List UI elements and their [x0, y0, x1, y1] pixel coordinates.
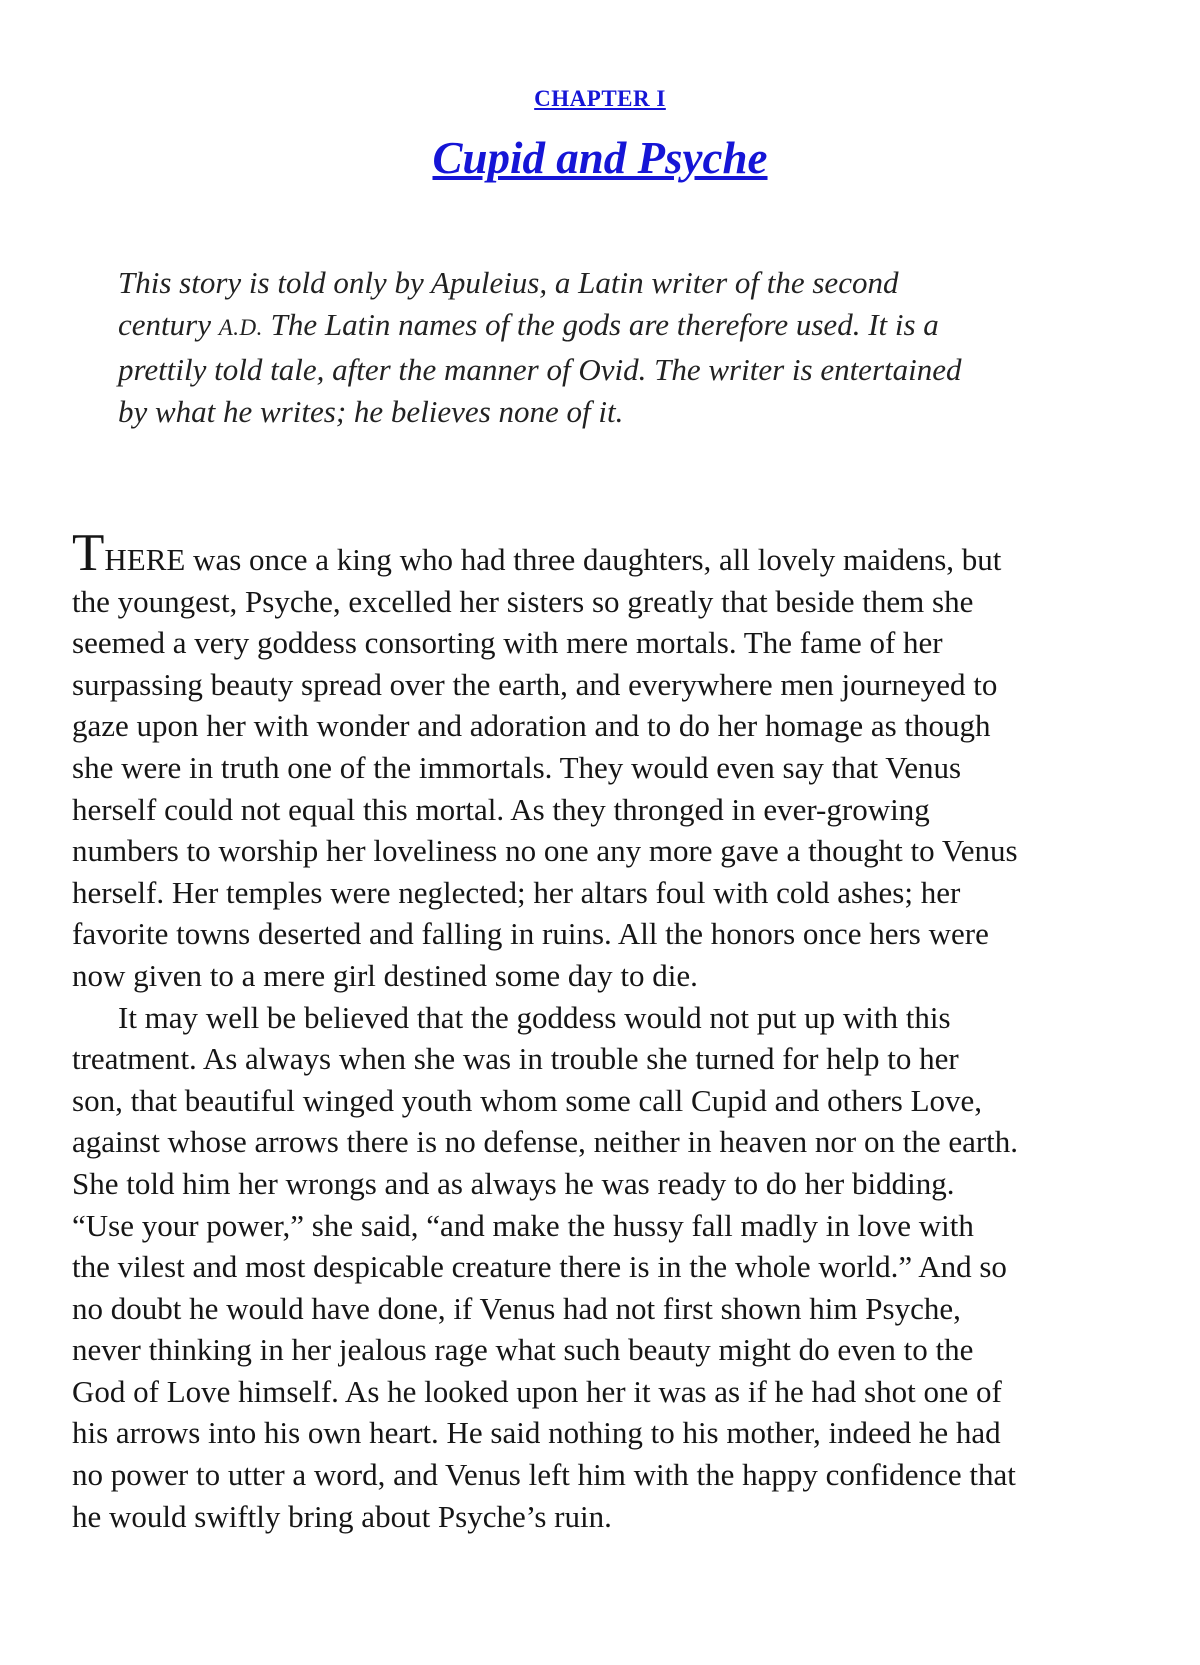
body-line: surpassing beauty spread over the earth, and everywhere men journeyed to: [72, 666, 998, 702]
body-line: against whose arrows there is no defense, neither in heaven nor on the earth.: [72, 1124, 1019, 1160]
body-line: [72, 524, 1152, 582]
body-line: She told him her wrongs and as always he was ready to do her bidding.: [72, 1165, 955, 1201]
body-line: God of Love himself. As he looked upon her it was as if he had shot one of: [72, 1373, 1002, 1409]
body-line: numbers to worship her loveliness no one any more gave a thought to Venus: [72, 833, 1018, 869]
body-line: never thinking in her jealous rage what such beauty might do even to the: [72, 1332, 974, 1368]
body-line: “Use your power,” she said, “and make the hussy fall madly in love with: [72, 1207, 974, 1243]
body-line: no doubt he would have done, if Venus had not first shown him Psyche,: [72, 1290, 961, 1326]
body-text: [72, 524, 1152, 1537]
body-line: the youngest, Psyche, excelled her sisters so greatly that beside them she: [72, 583, 974, 619]
drop-cap: T: [72, 524, 105, 582]
chapter-label: [0, 86, 1200, 112]
body-line: the vilest and most despicable creature there is in the whole world.” And so: [72, 1249, 1007, 1285]
epigraph-line: by what he writes; he believes none of it.: [118, 394, 624, 429]
body-line: she were in truth one of the immortals. They would even say that Venus: [72, 749, 962, 785]
body-line: his arrows into his own heart. He said nothing to his mother, indeed he had: [72, 1415, 1001, 1451]
body-line: treatment. As always when she was in trouble she turned for help to her: [72, 1041, 959, 1077]
body-line: gaze upon her with wonder and adoration and to do her homage as though: [72, 708, 991, 744]
chapter-label-link[interactable]: CHAPTER I: [534, 86, 666, 111]
body-line: now given to a mere girl destined some day to die.: [72, 957, 698, 993]
body-line: he would swiftly bring about Psyche’s ruin.: [72, 1498, 612, 1534]
epigraph-text: century: [118, 307, 219, 342]
body-line: herself could not equal this mortal. As they thronged in ever-growing: [72, 791, 930, 827]
body-line: son, that beautiful winged youth whom some call Cupid and others Love,: [72, 1082, 983, 1118]
body-line: seemed a very goddess consorting with mere mortals. The fame of her: [72, 625, 943, 661]
epigraph-line: This story is told only by Apuleius, a Latin writer of the second: [118, 265, 899, 300]
epigraph-text: The Latin names of the gods are therefore used. It is a: [262, 307, 939, 342]
epigraph-line: prettily told tale, after the manner of Ovid. The writer is entertained: [118, 352, 962, 387]
era-abbreviation: A.D.: [218, 315, 263, 340]
chapter-title-link[interactable]: Cupid and Psyche: [432, 133, 768, 183]
body-line: It may well be believed that the goddess would not put up with this: [118, 999, 951, 1035]
epigraph: [118, 262, 1078, 433]
body-line: no power to utter a word, and Venus left him with the happy confidence that: [72, 1457, 1016, 1493]
epigraph-line: [118, 304, 1078, 349]
chapter-title: [0, 128, 1200, 188]
body-line: herself. Her temples were neglected; her altars foul with cold ashes; her: [72, 874, 961, 910]
body-line: favorite towns deserted and falling in ruins. All the honors once hers were: [72, 916, 989, 952]
body-line-text: HERE was once a king who had three daughters, all lovely maidens, but: [104, 542, 1002, 577]
